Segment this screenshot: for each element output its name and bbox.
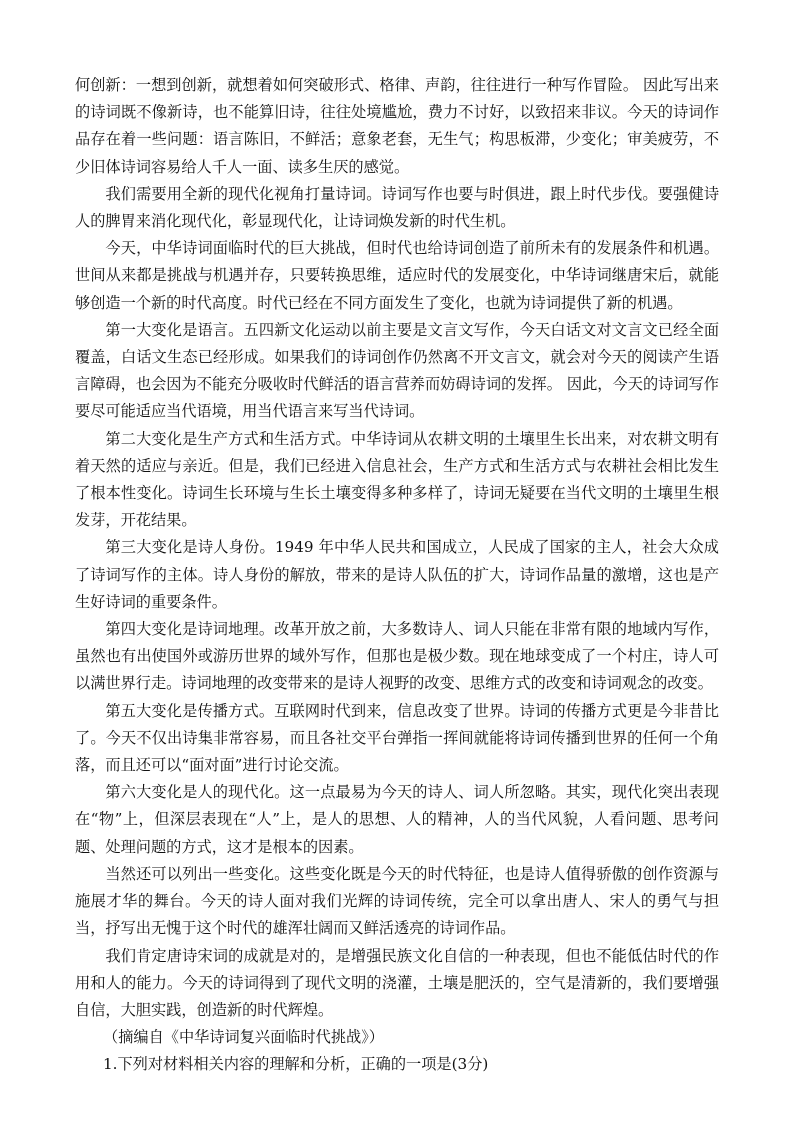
paragraph-conclusion: 我们肯定唐诗宋词的成就是对的，是增强民族文化自信的一种表现，但也不能低估时代的作用和人的能力。今天的诗词得到了现代文明的浇灌，土壤是肥沃的，空气是清新的，我们要增强自信，大胆实践，创造新的时代辉煌。	[75, 946, 719, 1019]
paragraph-change-poet-identity: 第三大变化是诗人身份。1949 年中华人民共和国成立，人民成了国家的主人，社会大众成了诗词写作的主体。诗人身份的解放，带来的是诗人队伍的扩大，诗词作品量的激增，这也是产生好诗词的重要条件。	[75, 538, 719, 611]
source-citation: （摘编自《中华诗词复兴面临时代挑战》）	[103, 1028, 384, 1047]
paragraph-change-geography: 第四大变化是诗词地理。改革开放之前，大多数诗人、词人只能在非常有限的地域内写作，虽然也有出使国外或游历世界的域外写作，但那也是极少数。现在地球变成了一个村庄，诗人可以满世界行走。诗词地理的改变带来的是诗人视野的改变、思维方式的改变和诗词观念的改变。	[75, 620, 719, 693]
document-page	[75, 72, 719, 1079]
paragraph-change-language: 第一大变化是语言。五四新文化运动以前主要是文言文写作，今天白话文对文言文已经全面覆盖，白话文生态已经形成。如果我们的诗词创作仍然离不开文言文，就会对今天的阅读产生语言障碍，也会因为不能充分吸收时代鲜活的语言营养而妨碍诗词的发挥。 因此，今天的诗词写作要尽可能适应当代语境，用当代语言来写当代诗词。	[75, 320, 719, 421]
paragraph-challenge-opportunity: 今天，中华诗词面临时代的巨大挑战，但时代也给诗词创造了前所未有的发展条件和机遇。世间从来都是挑战与机遇并存，只要转换思维，适应时代的发展变化，中华诗词继唐宋后，就能够创造一个新的时代高度。时代已经在不同方面发生了变化，也就为诗词提供了新的机遇。	[75, 239, 719, 312]
paragraph-continued: 何创新：一想到创新，就想着如何突破形式、格律、声韵，往往进行一种写作冒险。 因此写出来的诗词既不像新诗，也不能算旧诗，往往处境尴尬，费力不讨好，以致招来非议。今天的诗词作品存在着一些问题：语言陈旧，不鲜活；意象老套，无生气；构思板滞，少变化；审美疲劳，不少旧体诗词容易给人千人一面、读多生厌的感觉。	[75, 76, 719, 176]
paragraph-change-production: 第二大变化是生产方式和生活方式。中华诗词从农耕文明的土壤里生长出来，对农耕文明有着天然的适应与亲近。但是，我们已经进入信息社会，生产方式和生活方式与农耕社会相比发生了根本性变化。诗词生长环境与生长土壤变得多种多样了，诗词无疑要在当代文明的土壤里生根发芽，开花结果。	[75, 429, 719, 530]
question-1: 1.下列对材料相关内容的理解和分析，正确的一项是(3分)	[103, 1055, 489, 1074]
paragraph-change-modernization: 第六大变化是人的现代化。这一点最易为今天的诗人、词人所忽略。其实，现代化突出表现在“物”上，但深层表现在“人”上，是人的思想、人的精神，人的当代风貌，人看问题、思考问题、处理问题的方式，这才是根本的因素。	[75, 783, 719, 856]
paragraph-more-changes: 当然还可以列出一些变化。这些变化既是今天的时代特征，也是诗人值得骄傲的创作资源与施展才华的舞台。今天的诗人面对我们光辉的诗词传统，完全可以拿出唐人、宋人的勇气与担当，抒写出无愧于这个时代的雄浑壮阔而又鲜活透亮的诗词作品。	[75, 864, 719, 938]
paragraph-change-dissemination: 第五大变化是传播方式。互联网时代到来，信息改变了世界。诗词的传播方式更是今非昔比了。今天不仅出诗集非常容易，而且各社交平台弹指一挥间就能将诗词传播到世界的任何一个角落，而且还可以“面对面”进行讨论交流。	[75, 701, 719, 775]
paragraph-modern-perspective: 我们需要用全新的现代化视角打量诗词。诗词写作也要与时俱进，跟上时代步伐。要强健诗人的脾胃来消化现代化，彰显现代化，让诗词焕发新的时代生机。	[75, 184, 719, 231]
